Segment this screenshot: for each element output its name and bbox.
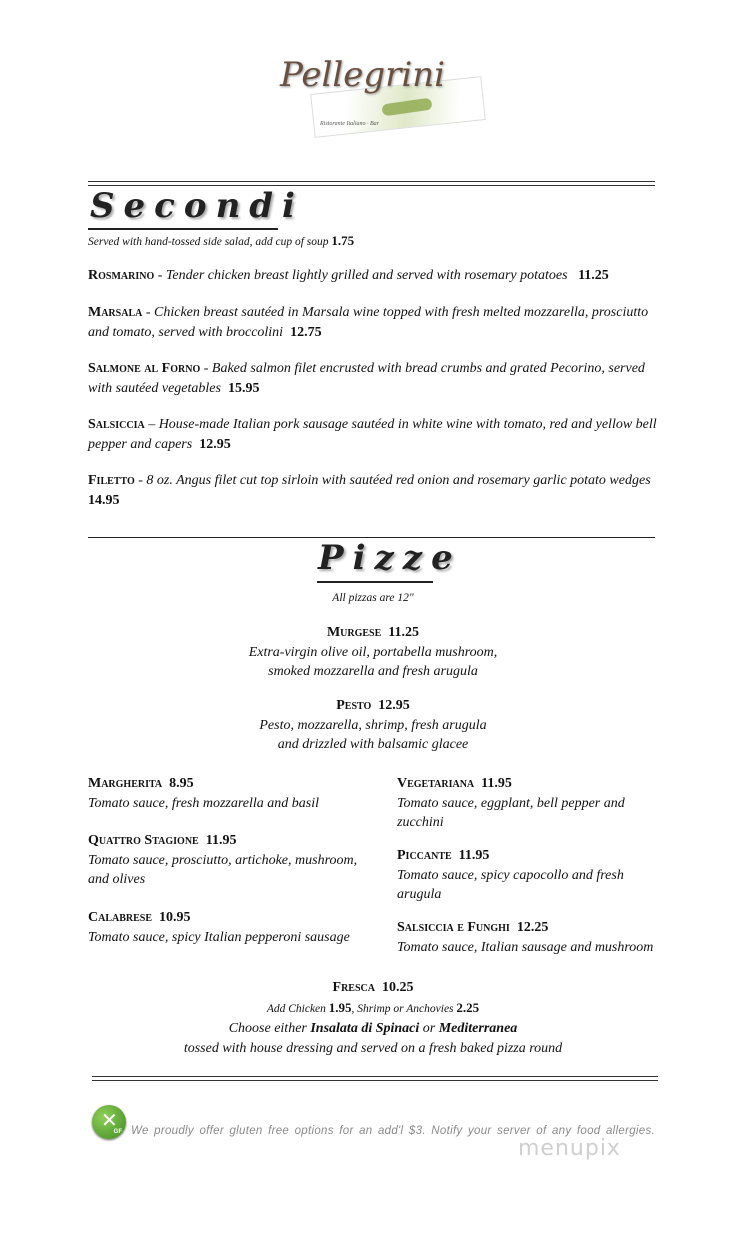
menu-item: Salmone al Forno - Baked salmon filet encrusted with bread crumbs and grated Pecorino, served with sautéed vegetables 15.95 bbox=[88, 361, 645, 396]
pizza-item: Quattro Stagione 11.95 Tomato sauce, prosciutto, artichoke, mushroom, and olives bbox=[88, 833, 358, 887]
gluten-free-icon: GF ✕ bbox=[92, 1105, 126, 1139]
pizze-title: Pizze bbox=[318, 538, 462, 578]
logo bbox=[272, 55, 492, 135]
menu-item: Rosmarino - Tender chicken breast lightly grilled and served with rosemary potatoes 11.25 bbox=[88, 268, 609, 283]
title-underline bbox=[317, 581, 433, 583]
pizza-item: Vegetariana 11.95 Tomato sauce, eggplant, bell pepper and zucchini bbox=[397, 776, 625, 830]
logo-tagline: Ristorante Italiano · Bar bbox=[320, 121, 379, 127]
fresca-item: Fresca 10.25 Add Chicken 1.95, Shrimp or Anchovies 2.25 Choose either Insalata di Spinaci or Mediterranea tossed with house dressing and served on a fresh baked pizza round bbox=[183, 980, 563, 1056]
logo-text: Pellegrini bbox=[280, 55, 446, 95]
featured-pizza: Murgese 11.25 Extra-virgin olive oil, portabella mushroom, smoked mozzarella and fresh arugula bbox=[248, 625, 498, 679]
watermark: menupix bbox=[518, 1136, 621, 1161]
gluten-free-notice: We proudly offer gluten free options for an add'l $3. Notify your server of any food allergies. bbox=[131, 1125, 656, 1137]
secondi-note: Served with hand-tossed side salad, add cup of soup 1.75 bbox=[88, 233, 355, 248]
pizza-item: Calabrese 10.95 Tomato sauce, spicy Italian pepperoni sausage bbox=[88, 910, 350, 945]
title-underline bbox=[88, 228, 278, 230]
pizza-item: Salsiccia e Funghi 12.25 Tomato sauce, Italian sausage and mushroom bbox=[397, 920, 654, 955]
pizze-note: All pizzas are 12" bbox=[332, 592, 414, 604]
divider bbox=[92, 1076, 658, 1081]
menu-item: Salsiccia – House-made Italian pork sausage sautéed in white wine with tomato, red and yellow bell pepper and capers 12.95 bbox=[88, 417, 657, 452]
pizza-item: Piccante 11.95 Tomato sauce, spicy capocollo and fresh arugula bbox=[397, 848, 624, 902]
menu-item: Filetto - 8 oz. Angus filet cut top sirloin with sautéed red onion and rosemary garlic potato wedges 14.95 bbox=[88, 473, 651, 508]
secondi-title: Secondi bbox=[90, 186, 304, 226]
featured-pizza: Pesto 12.95 Pesto, mozzarella, shrimp, fresh arugula and drizzled with balsamic glacee bbox=[259, 698, 487, 752]
pizza-item: Margherita 8.95 Tomato sauce, fresh mozzarella and basil bbox=[88, 776, 320, 811]
menu-item: Marsala - Chicken breast sautéed in Marsala wine topped with fresh melted mozzarella, prosciutto and tomato, served with broccolini 12.75 bbox=[88, 305, 649, 340]
